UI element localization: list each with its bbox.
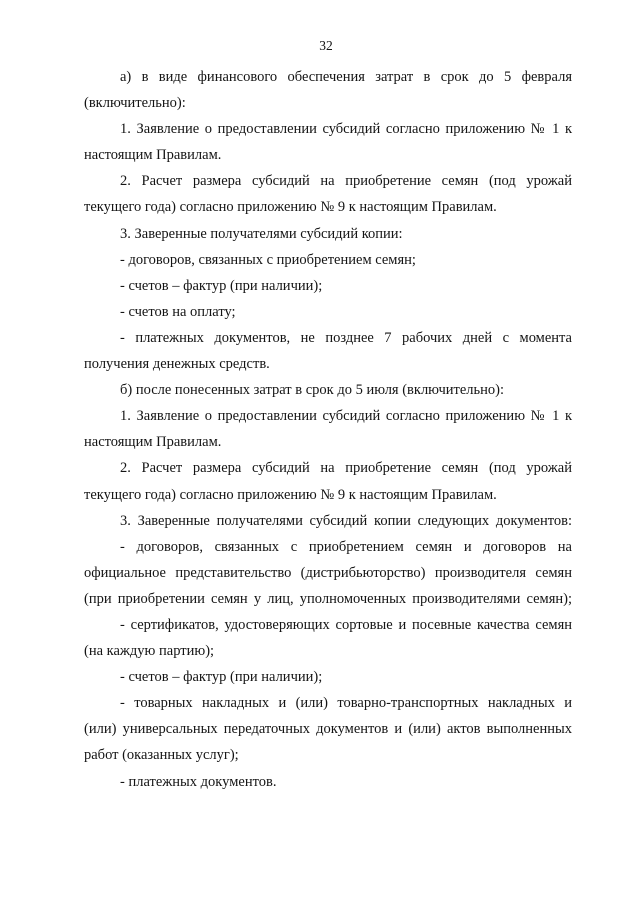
text-line: 1. Заявление о предоставлении субсидий согласно приложению № 1 к (120, 408, 572, 425)
text-line: настоящим Правилам. (84, 147, 222, 164)
text-line: б) после понесенных затрат в срок до 5 июля (включительно): (120, 382, 505, 399)
text-line: официальное представительство (дистрибьюторство) производителя семян (84, 564, 572, 581)
text-line: 3. Заверенные получателями субсидий копии: (120, 225, 403, 242)
text-line: а) в виде финансового обеспечения затрат в срок до 5 февраля (120, 69, 572, 85)
text-line: работ (оказанных услуг); (84, 747, 239, 764)
document-body (84, 64, 572, 795)
text-line: - счетов – фактур (при наличии); (120, 277, 323, 294)
text-line: 2. Расчет размера субсидий на приобретение семян (под урожай (120, 173, 572, 190)
text-line: - сертификатов, удостоверяющих сортовые и посевные качества семян (120, 616, 572, 633)
text-line: - счетов – фактур (при наличии); (120, 669, 323, 686)
text-line: - договоров, связанных с приобретением семян и договоров на (120, 538, 572, 555)
text-line: текущего года) согласно приложению № 9 к настоящим Правилам. (84, 199, 497, 216)
text-line: получения денежных средств. (84, 356, 270, 373)
text-line: 1. Заявление о предоставлении субсидий согласно приложению № 1 к (120, 121, 572, 138)
text-line: (на каждую партию); (84, 643, 215, 660)
text-line: - счетов на оплату; (120, 303, 236, 320)
text-line: (при приобретении семян у лиц, уполномоченных производителями семян); (84, 590, 572, 607)
text-line: - платежных документов, не позднее 7 рабочих дней с момента (120, 329, 572, 346)
page-number: 32 (319, 38, 333, 53)
text-line: настоящим Правилам. (84, 434, 222, 451)
text-line: 2. Расчет размера субсидий на приобретение семян (под урожай (120, 460, 572, 477)
text-line: (включительно): (84, 95, 186, 112)
text-line: текущего года) согласно приложению № 9 к настоящим Правилам. (84, 486, 497, 503)
text-line: (или) универсальных передаточных документов и (или) актов выполненных (84, 721, 572, 738)
text-line: - договоров, связанных с приобретением семян; (120, 251, 416, 268)
text-line: - платежных документов. (120, 773, 277, 790)
text-line: 3. Заверенные получателями субсидий копии следующих документов: (120, 512, 572, 529)
text-line: - товарных накладных и (или) товарно-транспортных накладных и (120, 695, 572, 712)
